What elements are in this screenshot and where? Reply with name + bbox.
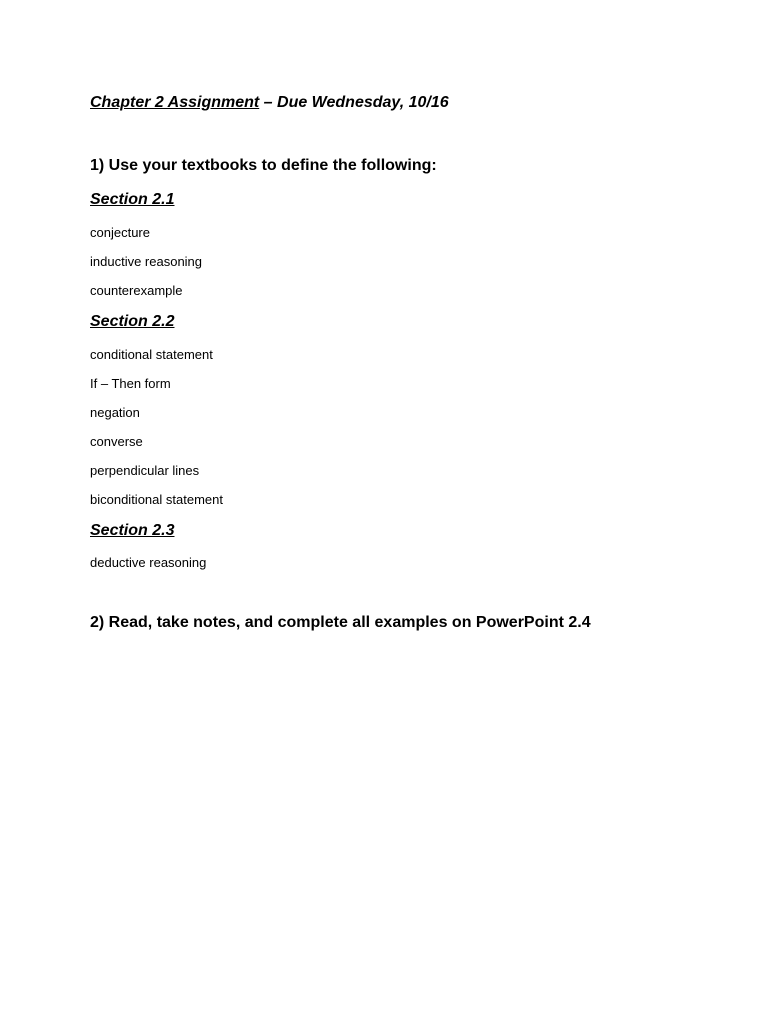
assignment-title-main: Chapter 2 Assignment: [90, 94, 260, 111]
term-item: If – Then form: [90, 376, 171, 391]
term-item: conditional statement: [90, 347, 213, 362]
term-item: deductive reasoning: [90, 555, 207, 570]
term-item: inductive reasoning: [90, 254, 203, 269]
question-2: 2) Read, take notes, and complete all examples on PowerPoint 2.4: [90, 614, 591, 631]
assignment-due-date: – Due Wednesday, 10/16: [259, 94, 449, 111]
term-item: biconditional statement: [90, 492, 223, 507]
section-heading-2-1: Section 2.1: [90, 191, 175, 208]
assignment-title: [90, 94, 449, 112]
section-heading-2-3: Section 2.3: [90, 522, 175, 539]
question-1: 1) Use your textbooks to define the following:: [90, 157, 437, 174]
term-item: negation: [90, 405, 140, 420]
term-item: conjecture: [90, 225, 150, 240]
term-item: converse: [90, 434, 143, 449]
term-item: counterexample: [90, 283, 183, 298]
section-heading-2-2: Section 2.2: [90, 313, 175, 330]
term-item: perpendicular lines: [90, 463, 200, 478]
